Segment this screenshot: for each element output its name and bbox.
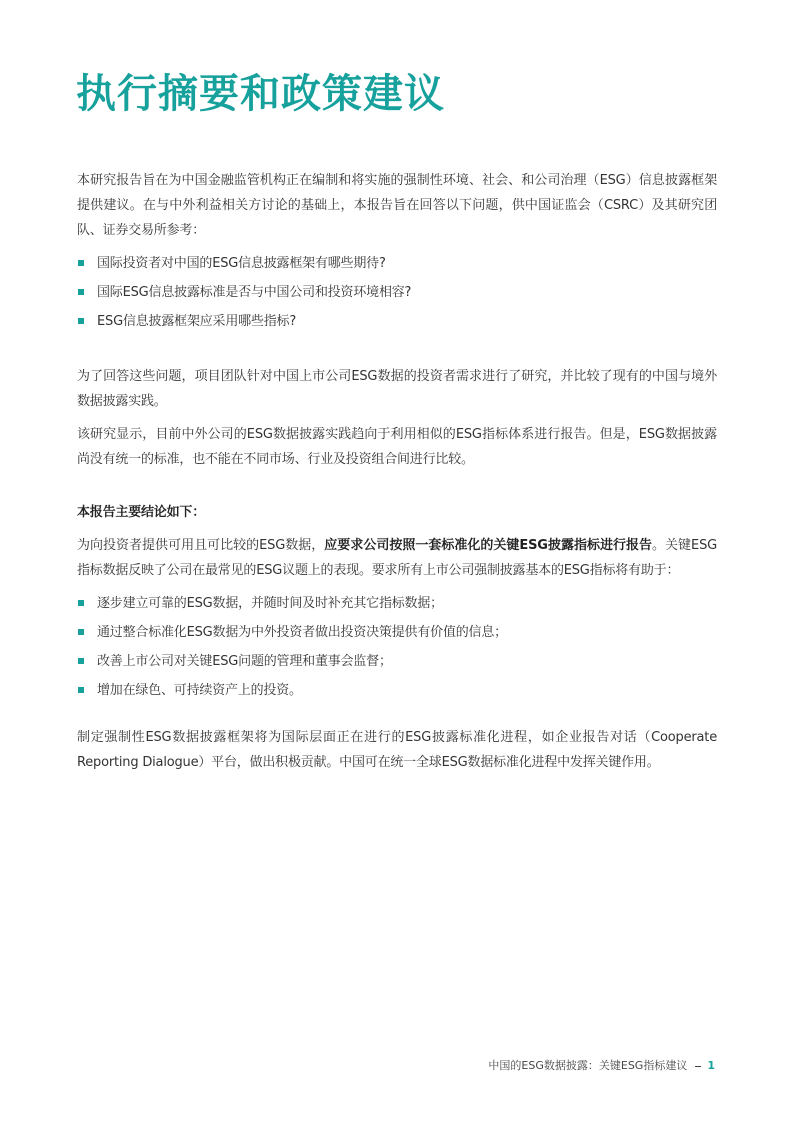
benefit-list xyxy=(77,589,717,705)
closing-paragraph: 制定强制性ESG数据披露框架将为国际层面正在进行的ESG披露标准化进程，如企业报告对话（Cooperate Reporting Dialogue）平台，做出积极贡献。中国可在统一全球ESG数据标准化进程中发挥关键作用。 xyxy=(77,730,717,770)
footer-title: 中国的ESG数据披露：关键ESG指标建议 xyxy=(488,1059,688,1072)
key-recommendation: 应要求公司按照一套标准化的关键ESG披露指标进行报告 xyxy=(324,538,653,553)
bullet-square-icon xyxy=(78,318,84,324)
benefit-text: 逐步建立可靠的ESG数据，并随时间及时补充其它指标数据； xyxy=(97,596,443,611)
page-number: 1 xyxy=(707,1059,715,1072)
list-item xyxy=(77,249,717,278)
list-item xyxy=(77,307,717,336)
footer-separator xyxy=(695,1066,701,1067)
question-text: 国际ESG信息披露标准是否与中国公司和投资环境相容? xyxy=(97,285,412,300)
conclusion-paragraph: 为向投资者提供可用且可比较的ESG数据，应要求公司按照一套标准化的关键ESG披露指标进行报告。关键ESG指标数据反映了公司在最常见的ESG议题上的表现。要求所有上市公司强制披露基本的ESG指标将有助于： xyxy=(77,538,717,578)
question-text: 国际投资者对中国的ESG信息披露框架有哪些期待? xyxy=(97,256,386,271)
benefit-text: 通过整合标准化ESG数据为中外投资者做出投资决策提供有价值的信息； xyxy=(97,625,507,640)
page-footer xyxy=(488,1057,715,1075)
list-item xyxy=(77,647,717,676)
list-item xyxy=(77,589,717,618)
bullet-square-icon xyxy=(78,600,84,606)
bullet-square-icon xyxy=(78,289,84,295)
findings-paragraph: 该研究显示，目前中外公司的ESG数据披露实践趋向于利用相似的ESG指标体系进行报告。但是，ESG数据披露尚没有统一的标准，也不能在不同市场、行业及投资组合间进行比较。 xyxy=(77,427,717,467)
bullet-square-icon xyxy=(78,687,84,693)
benefit-text: 增加在绿色、可持续资产上的投资。 xyxy=(97,683,302,698)
intro-paragraph: 本研究报告旨在为中国金融监管机构正在编制和将实施的强制性环境、社会、和公司治理（ESG）信息披露框架提供建议。在与中外利益相关方讨论的基础上，本报告旨在回答以下问题，供中国证监会（CSRC）及其研究团队、证券交易所参考： xyxy=(77,173,717,238)
conclusions-heading: 本报告主要结论如下： xyxy=(77,505,206,520)
question-list xyxy=(77,249,717,336)
bullet-square-icon xyxy=(78,260,84,266)
main-content xyxy=(77,168,717,775)
list-item xyxy=(77,618,717,647)
research-paragraph: 为了回答这些问题，项目团队针对中国上市公司ESG数据的投资者需求进行了研究，并比较了现有的中国与境外数据披露实践。 xyxy=(77,369,717,409)
benefit-text: 改善上市公司对关键ESG问题的管理和董事会监督； xyxy=(97,654,392,669)
list-item xyxy=(77,676,717,705)
page-title: 执行摘要和政策建议 xyxy=(76,71,445,117)
bullet-square-icon xyxy=(78,658,84,664)
list-item xyxy=(77,278,717,307)
question-text: ESG信息披露框架应采用哪些指标? xyxy=(97,314,297,329)
bullet-square-icon xyxy=(78,629,84,635)
